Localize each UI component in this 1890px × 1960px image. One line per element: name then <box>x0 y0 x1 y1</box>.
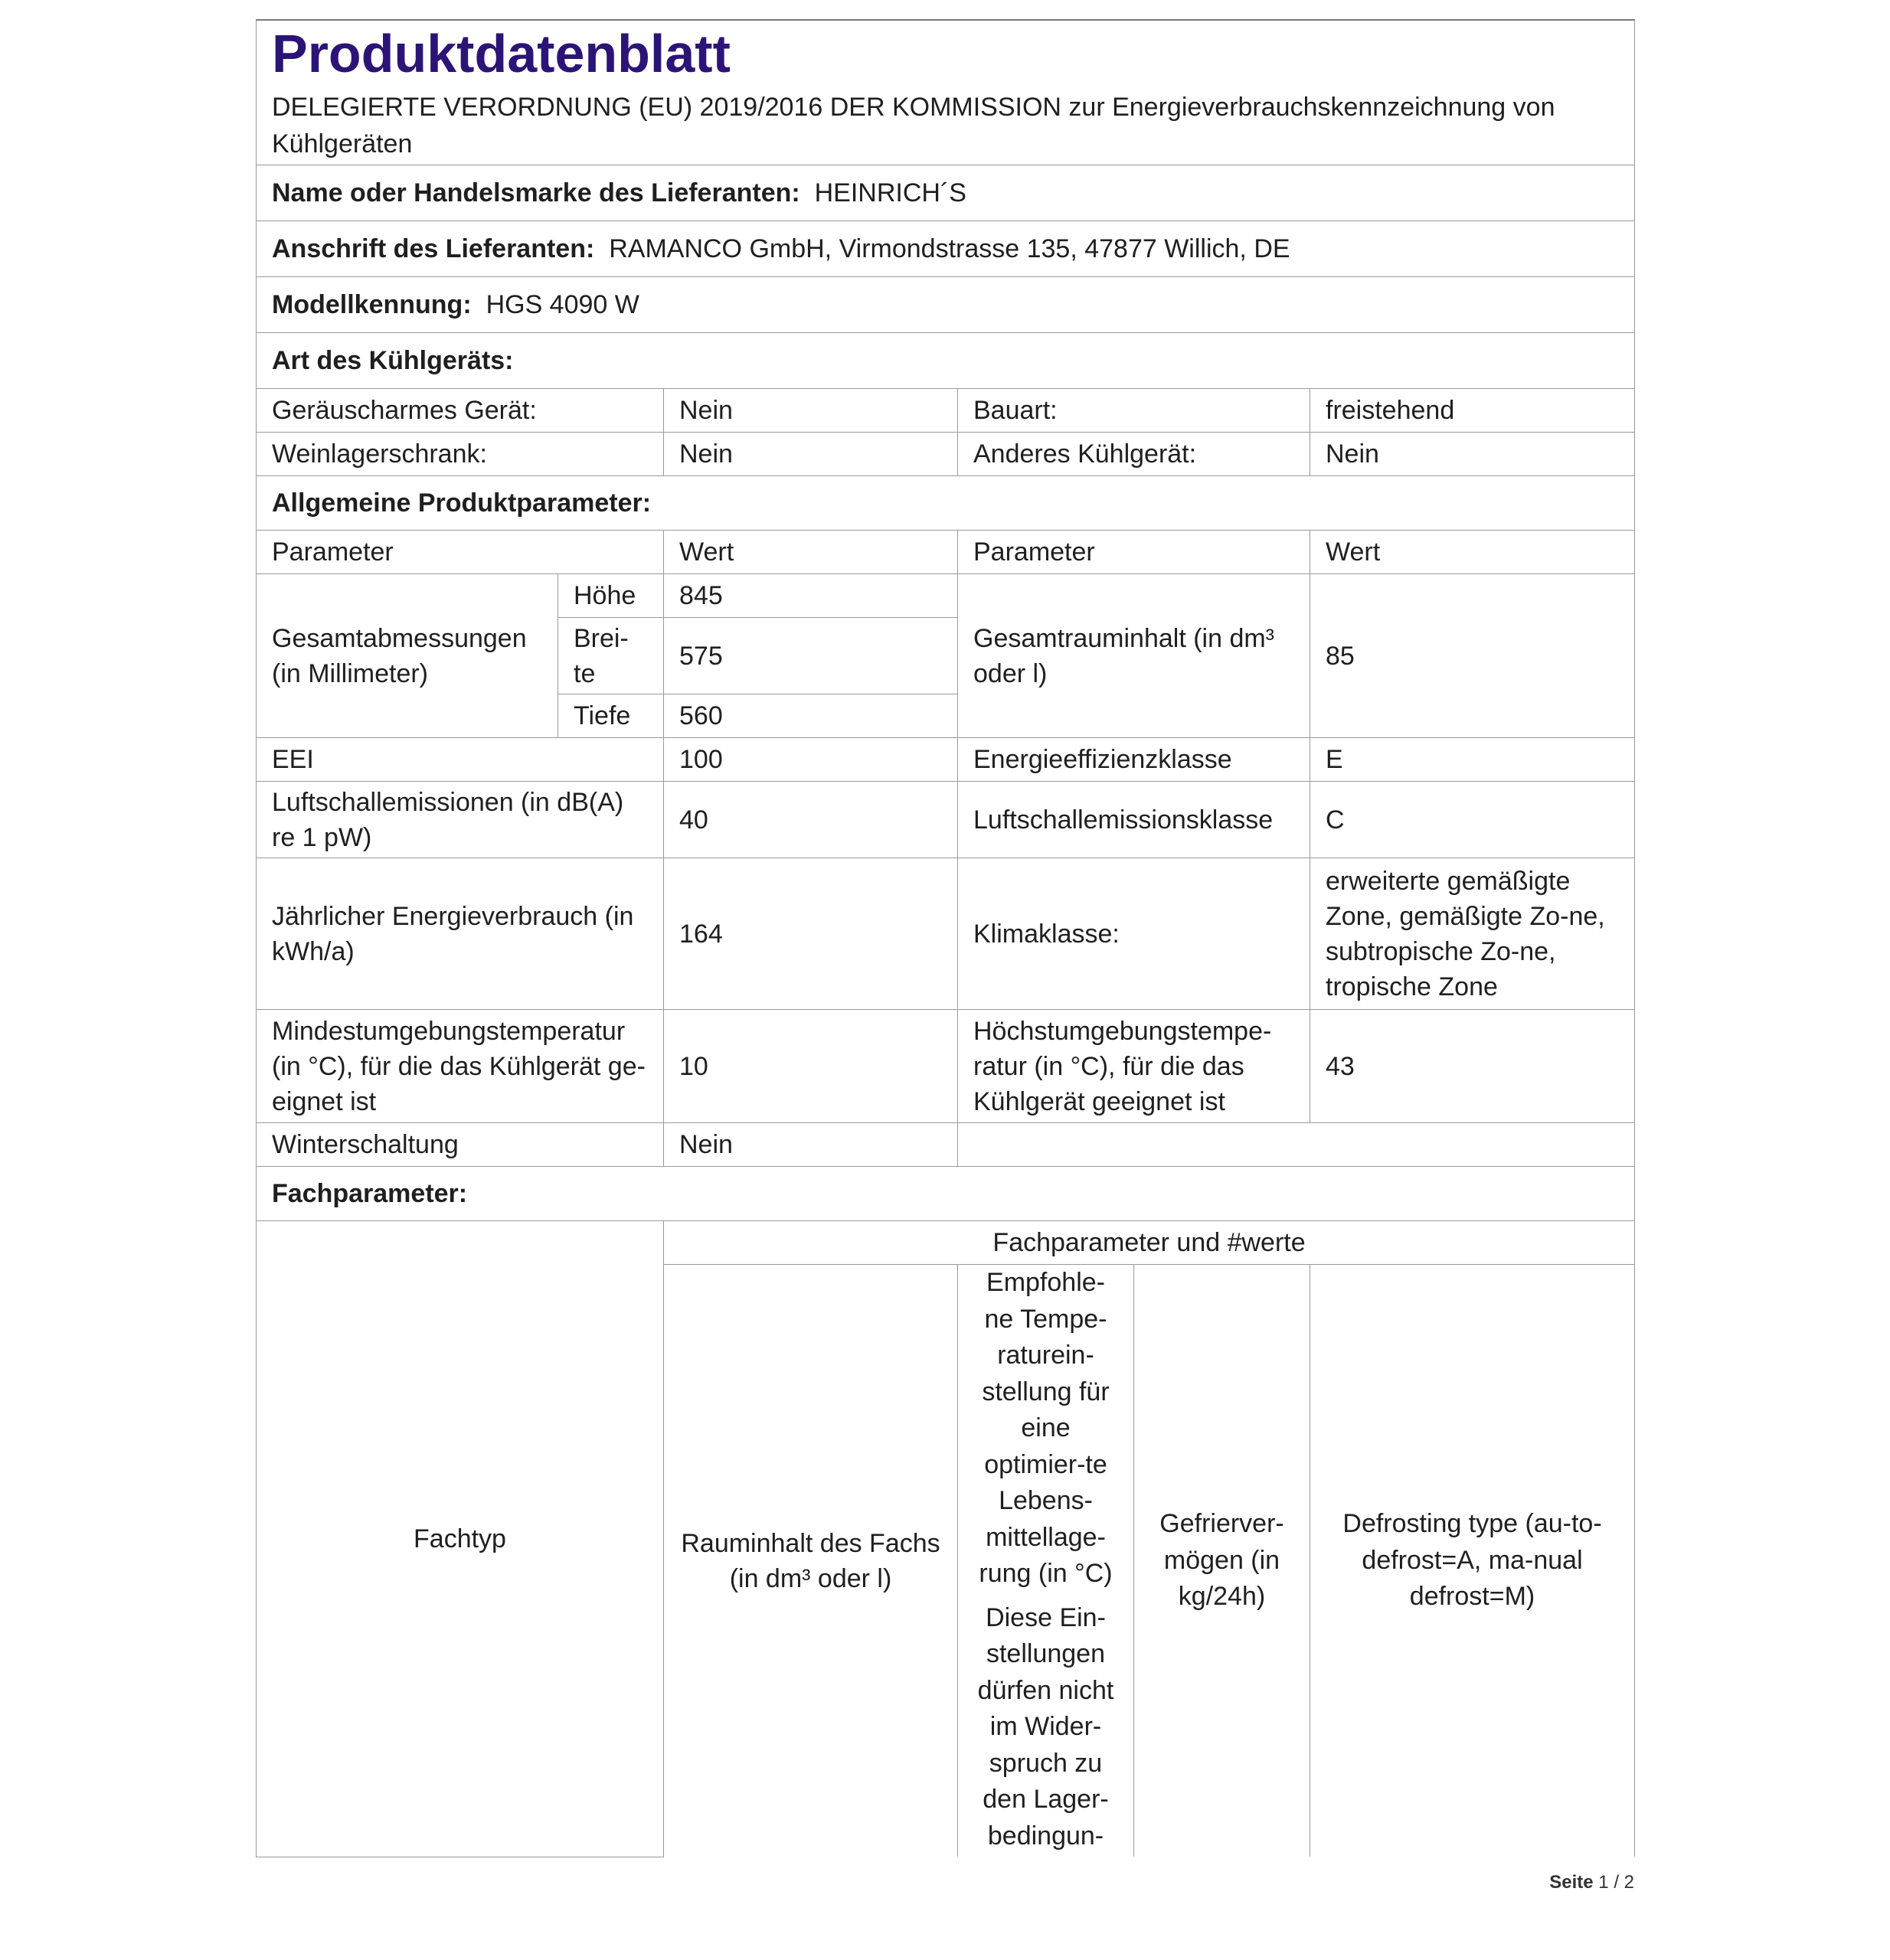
model-label: Modellkennung: <box>272 290 472 319</box>
dimensions-label: Gesamtabmessungen (in Millimeter) <box>257 574 558 738</box>
noise-class-label: Luftschallemissionsklasse <box>958 782 1310 858</box>
supplier-value: HEINRICH´S <box>814 178 966 207</box>
temp-note-text: Diese Ein-stellungen dürfen nicht im Wider-spruch zu den Lager-bedingun- <box>977 1602 1114 1851</box>
type-row <box>257 433 1635 476</box>
compartment-volume-header: Rauminhalt des Fachs (in dm³ oder l) <box>664 1265 958 1857</box>
general-section-heading: Allgemeine Produktparameter: <box>257 476 1635 531</box>
column-header: Wert <box>1310 531 1635 574</box>
compartment-section-heading: Fachparameter: <box>257 1167 1635 1221</box>
noise-value: 40 <box>664 782 958 858</box>
regulation-text: DELEGIERTE VERORDNUNG (EU) 2019/2016 DER KOMMISSION zur Energieverbrauchskennzeichnung von Kühlgeräten <box>257 87 1635 165</box>
min-temp-label: Mindestumgebungstemperatur (in °C), für die das Kühlgerät ge-eignet ist <box>257 1010 664 1123</box>
eei-value: 100 <box>664 738 958 782</box>
column-header: Wert <box>664 531 958 574</box>
model-row <box>257 277 1635 333</box>
energy-class-label: Energieeffizienzklasse <box>958 738 1310 782</box>
datasheet-table <box>256 19 1635 1857</box>
climate-class-value: erweiterte gemäßigte Zone, gemäßigte Zo-ne, subtropische Zo-ne, tropische Zone <box>1310 858 1635 1010</box>
address-row <box>257 221 1635 277</box>
product-data-sheet <box>256 19 1634 1857</box>
compartment-temp-header <box>958 1265 1134 1857</box>
page-count: 1 / 2 <box>1598 1872 1634 1893</box>
defrost-type-header: Defrosting type (au-to-defrost=A, ma-nual defrost=M) <box>1310 1265 1635 1857</box>
type-value: freistehend <box>1310 389 1635 433</box>
energy-class-value: E <box>1310 738 1635 782</box>
width-value: 575 <box>664 618 958 694</box>
type-value: Nein <box>1310 433 1635 476</box>
page-prefix: Seite <box>1549 1872 1594 1893</box>
volume-value: 85 <box>1310 574 1635 738</box>
type-label: Weinlagerschrank: <box>257 433 664 476</box>
page-title: Produktdatenblatt <box>257 20 1635 87</box>
height-value: 845 <box>664 574 958 618</box>
max-temp-value: 43 <box>1310 1010 1635 1123</box>
type-value: Nein <box>664 433 958 476</box>
column-header: Parameter <box>257 531 664 574</box>
min-temp-value: 10 <box>664 1010 958 1123</box>
volume-label: Gesamtrauminhalt (in dm³ oder l) <box>958 574 1310 738</box>
general-header-row <box>257 531 1635 574</box>
address-label: Anschrift des Lieferanten: <box>272 234 595 263</box>
annual-energy-value: 164 <box>664 858 958 1010</box>
type-value: Nein <box>664 389 958 433</box>
model-value: HGS 4090 W <box>486 290 639 319</box>
supplier-label: Name oder Handelsmarke des Lieferanten: <box>272 178 800 207</box>
noise-label: Luftschallemissionen (in dB(A) re 1 pW) <box>257 782 664 858</box>
type-label: Anderes Kühlgerät: <box>958 433 1310 476</box>
type-label: Geräuscharmes Gerät: <box>257 389 664 433</box>
winter-value: Nein <box>664 1123 958 1167</box>
address-value: RAMANCO GmbH, Virmondstrasse 135, 47877 Willich, DE <box>609 234 1290 263</box>
page-number <box>1547 1872 1634 1893</box>
type-section-heading: Art des Kühlgeräts: <box>257 333 1635 389</box>
annual-energy-label: Jährlicher Energieverbrauch (in kWh/a) <box>257 858 664 1010</box>
supplier-row <box>257 165 1635 221</box>
type-label: Bauart: <box>958 389 1310 433</box>
eei-label: EEI <box>257 738 664 782</box>
max-temp-label: Höchstumgebungstempe-ratur (in °C), für die das Kühlgerät geeignet ist <box>958 1010 1310 1123</box>
winter-label: Winterschaltung <box>257 1123 664 1167</box>
temp-recommendation-text: Empfohle-ne Tempe-raturein-stellung für eine optimier-te Lebens-mittellage-rung (in °C) <box>979 1268 1113 1588</box>
compartment-group-header: Fachparameter und #werte <box>664 1221 1635 1265</box>
climate-class-label: Klimaklasse: <box>958 858 1310 1010</box>
empty-cell <box>958 1123 1635 1167</box>
height-label: Höhe <box>558 574 664 618</box>
type-row <box>257 389 1635 433</box>
compartment-type-header: Fachtyp <box>257 1221 664 1857</box>
width-label: Brei-te <box>558 618 664 694</box>
noise-class-value: C <box>1310 782 1635 858</box>
freezing-capacity-header: Gefrierver-mögen (in kg/24h) <box>1134 1265 1310 1857</box>
depth-value: 560 <box>664 694 958 738</box>
column-header: Parameter <box>958 531 1310 574</box>
depth-label: Tiefe <box>558 694 664 738</box>
